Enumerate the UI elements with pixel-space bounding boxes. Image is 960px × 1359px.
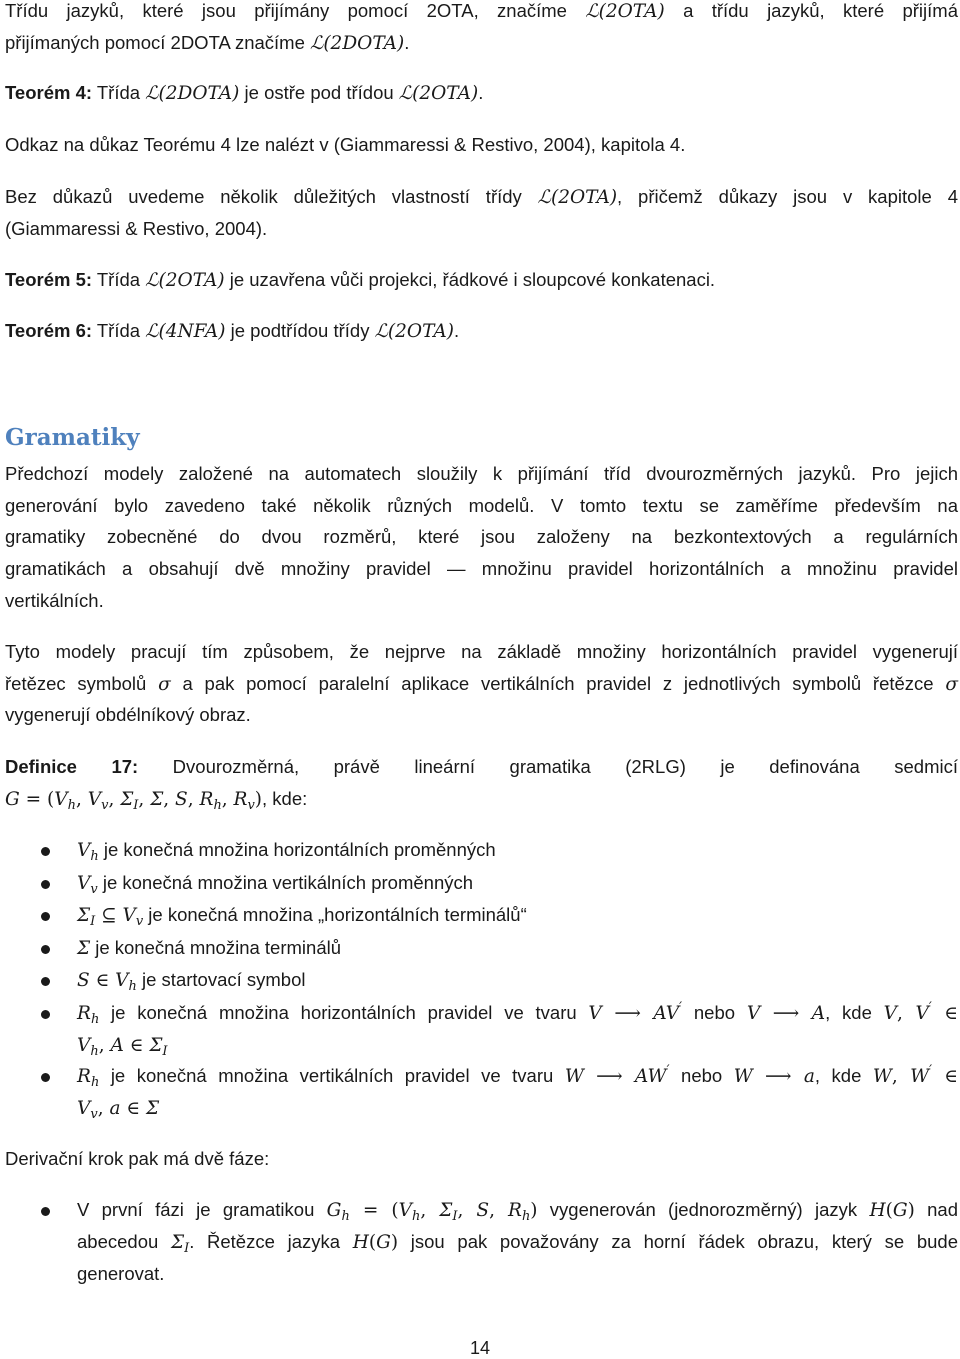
theorem-5: Teorém 5: Třída ℒ(2OTA) je uzavřena vůči projekci, řádkové i sloupcové konkatenaci. (5, 269, 716, 291)
bullet-vertical-variables: $V_v$ je konečná množina vertikálních proměnných (77, 872, 474, 897)
phase-1-line-3: generovat. (77, 1263, 165, 1284)
properties-line-1: Bez důkazů uvedeme několik důležitých vlastností třídy ℒ(2OTA), přičemž důkazy jsou v kapitole 4 (5, 186, 958, 208)
derivation-intro: Derivační krok pak má dvě fáze: (5, 1148, 270, 1169)
intro-line-2: přijímaných pomocí 2DOTA značíme ℒ(2DOTA). (5, 32, 410, 54)
bullet-start-symbol: S ∈ $V_h$ je startovací symbol (77, 969, 306, 994)
bullet-dot (41, 1010, 50, 1019)
phase-1-line-1: V první fázi je gramatikou $G_h = (V_h$, $\Sigma_I$, S, $R_h$) vygenerován (jednorozměrný) jazyk H(G) nad (77, 1199, 958, 1224)
theorem-6: Teorém 6: Třída ℒ(4NFA) je podtřídou třídy ℒ(2OTA). (5, 320, 460, 342)
grammar-paragraph-line-1: Předchozí modely založené na automatech sloužily k přijímání tříd dvourozměrných jazyků. Pro jejich (5, 463, 958, 484)
bullet-dot (41, 1207, 50, 1216)
reference-line: Odkaz na důkaz Teorému 4 lze nalézt v (Giammaressi & Restivo, 2004), kapitola 4. (5, 134, 686, 155)
bullet-terminals: Σ je konečná množina terminálů (77, 937, 342, 959)
phase-1-line-2: abecedou $\Sigma_I$. Řetězce jazyka H(G) jsou pak považovány za horní řádek obrazu, který se bude (77, 1231, 958, 1256)
bullet-horizontal-terminals: $\Sigma_I$ ⊆ $V_v$ je konečná množina „horizontálních terminálů“ (77, 904, 527, 929)
bullet-dot (41, 847, 50, 856)
page-number: 14 (469, 1338, 491, 1358)
properties-line-2: (Giammaressi & Restivo, 2004). (5, 218, 268, 239)
models-paragraph-line-1: Tyto modely pracují tím způsobem, že nejprve na základě množiny horizontálních pravidel vygenerují (5, 641, 958, 662)
grammar-paragraph-line-5: vertikálních. (5, 590, 104, 611)
bullet-horizontal-rules-line-2: $V_h$, A ∈ $\Sigma_I$ (77, 1035, 168, 1059)
bullet-dot (41, 912, 50, 921)
bullet-vertical-rules-line-1: $R_h$ je konečná množina vertikálních pravidel ve tvaru W ⟶ AW′ nebo W ⟶ a, kde W, W′ ∈ (77, 1063, 958, 1090)
intro-line-1: Třídu jazyků, které jsou přijímány pomocí 2OTA, značíme ℒ(2OTA) a třídu jazyků, které přijímá (5, 0, 958, 22)
bullet-horizontal-rules-line-1: $R_h$ je konečná množina horizontálních pravidel ve tvaru V ⟶ AV′ nebo V ⟶ A, kde V, V′ ∈ (77, 1000, 958, 1027)
bullet-dot (41, 1073, 50, 1082)
definition-line-1: Definice 17: Dvourozměrná, právě lineární gramatika (2RLG) je definována sedmicí (5, 756, 958, 777)
models-paragraph-line-2: řetězec symbolů σ a pak pomocí paralelní aplikace vertikálních pravidel z jednotlivých symbolů řetězce σ (5, 673, 958, 695)
models-paragraph-line-3: vygenerují obdélníkový obraz. (5, 704, 251, 725)
bullet-dot (41, 880, 50, 889)
grammar-paragraph-line-3: gramatiky zobecněné do dvou rozměrů, které jsou založeny na bezkontextových a regulárních (5, 526, 958, 547)
grammar-paragraph-line-4: gramatikách a obsahují dvě množiny pravidel — množinu pravidel horizontálních a množinu pravidel (5, 558, 958, 579)
bullet-vertical-rules-line-2: $V_v$, a ∈ Σ (77, 1098, 160, 1122)
definition-line-2: $G = (V_h$, $V_v$, $\Sigma_I$, Σ, S, $R_h$, $R_v$), kde: (5, 788, 308, 813)
theorem-4: Teorém 4: Třída ℒ(2DOTA) je ostře pod třídou ℒ(2OTA). (5, 82, 484, 104)
bullet-dot (41, 977, 50, 986)
bullet-horizontal-variables: $V_h$ je konečná množina horizontálních proměnných (77, 839, 496, 864)
bullet-dot (41, 945, 50, 954)
grammar-paragraph-line-2: generování bylo zavedeno také několik různých modelů. V tomto textu se zaměříme především na (5, 495, 958, 516)
section-heading: Gramatiky (5, 424, 140, 451)
